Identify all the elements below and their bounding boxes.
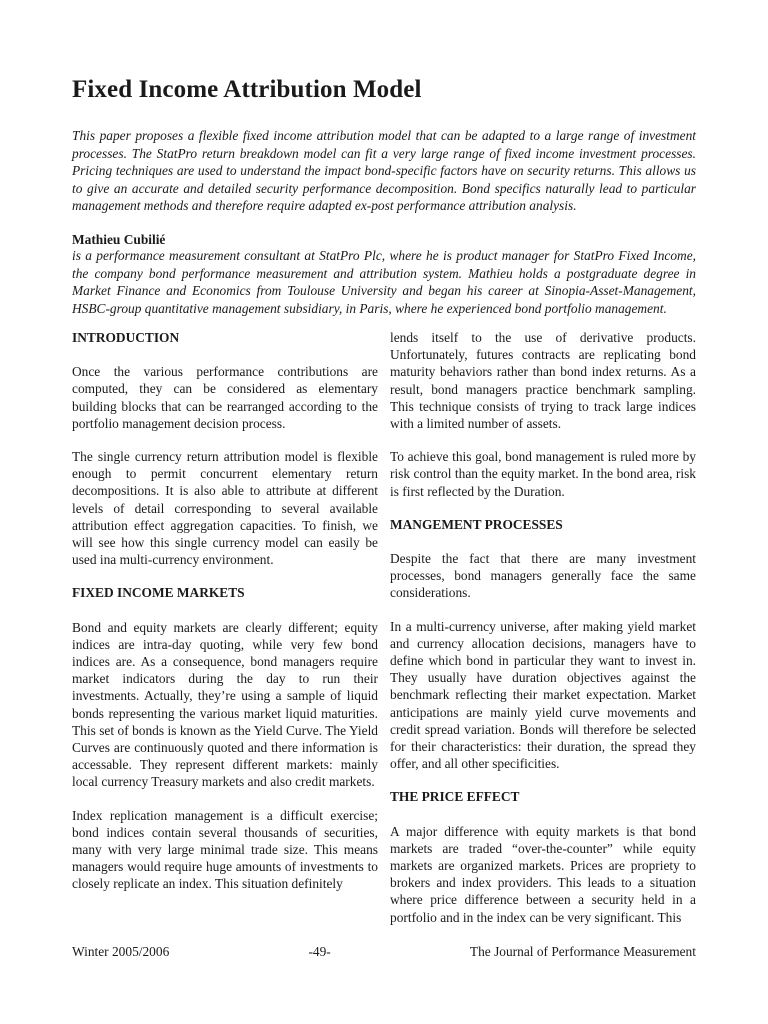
left-column (72, 329, 378, 909)
heading-management-processes: MANGEMENT PROCESSES (390, 516, 563, 532)
heading-price-effect: THE PRICE EFFECT (390, 789, 520, 805)
footer-page-number: -49- (308, 944, 331, 959)
author-bio: is a performance measurement consultant at StatPro Plc, where he is product manager for StatPro Fixed Income, the company bond performance measurement and attribution system. Mathieu holds a postgraduate degree in Market Finance and Economics from Toulouse University and began his career at Sinopia-Asset-Management, HSBC-group quantitative management subsidiary, in Paris, where he experienced bond portfolio management. (72, 248, 696, 316)
paragraph: Once the various performance contributions are computed, they can be considered as elementary building blocks that can be rearranged according to the portfolio management decision process. (72, 364, 378, 431)
paragraph: lends itself to the use of derivative products. Unfortunately, futures contracts are replicating bond maturity behaviors rather than bond index returns. As a result, bond managers practice benchmark sampling. This technique consists of trying to track large indices with a limited number of assets. (390, 330, 696, 432)
footer-issue: Winter 2005/2006 (72, 944, 170, 959)
heading-introduction: INTRODUCTION (72, 330, 180, 345)
paragraph: Bond and equity markets are clearly different; equity indices are intra-day quoting, while very few bond indices are. As a consequence, bond managers require market indicators during the day to run their investments. Actually, they’re using a sample of liquid bonds representing the various market liquid maturities. This set of bonds is known as the Yield Curve. The Yield Curves are continuously quoted and there information is accessable. They represent different markets: mainly local currency Treasury markets and also credit markets. (72, 619, 378, 790)
page-footer (72, 944, 696, 960)
article-title: Fixed Income Attribution Model (72, 76, 422, 103)
right-column (390, 329, 696, 942)
article-page (72, 0, 696, 1024)
paragraph: To achieve this goal, bond management is ruled more by risk control than the equity market. In the bond area, risk is first reflected by the Duration. (390, 449, 696, 499)
author-name: Mathieu Cubilié (72, 232, 166, 247)
paragraph: In a multi-currency universe, after making yield market and currency allocation decisions, managers have to define which bond in particular they want to invest in. They usually have duration objectives against the benchmark reflecting their market expectation. Market anticipations are mainly yield curve movements and credit spread variation. Bonds will therefore be selected for their characteristics: their duration, the spread they offer, and all other specificities. (390, 618, 696, 772)
paragraph: Despite the fact that there are many investment processes, bond managers generally face the same considerations. (390, 551, 696, 601)
heading-fixed-income-markets: FIXED INCOME MARKETS (72, 585, 245, 601)
paragraph: Index replication management is a difficult exercise; bond indices contain several thousands of securities, many with very large minimal trade size. This means managers would require huge amounts of investments to closely replicate an index. This situation definitely (72, 807, 378, 892)
paragraph: The single currency return attribution model is flexible enough to permit concurrent elementary return decompositions. It is also able to attribute at different levels of detail corresponding to several available attribution effect aggregation capacities. To finish, we will see how this single currency model can easily be used ina multi-currency environment. (72, 449, 378, 568)
paragraph: A major difference with equity markets is that bond markets are traded “over-the-counter” while equity markets are organized markets. Prices are propriety to brokers and index providers. This leads to a situation where price difference between a security held in a portfolio and in the index can be very significant. This (390, 823, 696, 925)
footer-journal: The Journal of Performance Measurement (469, 944, 696, 959)
abstract: This paper proposes a flexible fixed income attribution model that can be adapted to a large range of investment processes. The StatPro return breakdown model can fit a very large range of fixed income investment processes. Pricing techniques are used to understand the impact bond-specific factors have on security returns. This allows us to give an accurate and detailed security performance decomposition. Bond specifics naturally lead to particular management methods and therefore require adapted ex-post performance attribution analysis. (72, 128, 696, 214)
